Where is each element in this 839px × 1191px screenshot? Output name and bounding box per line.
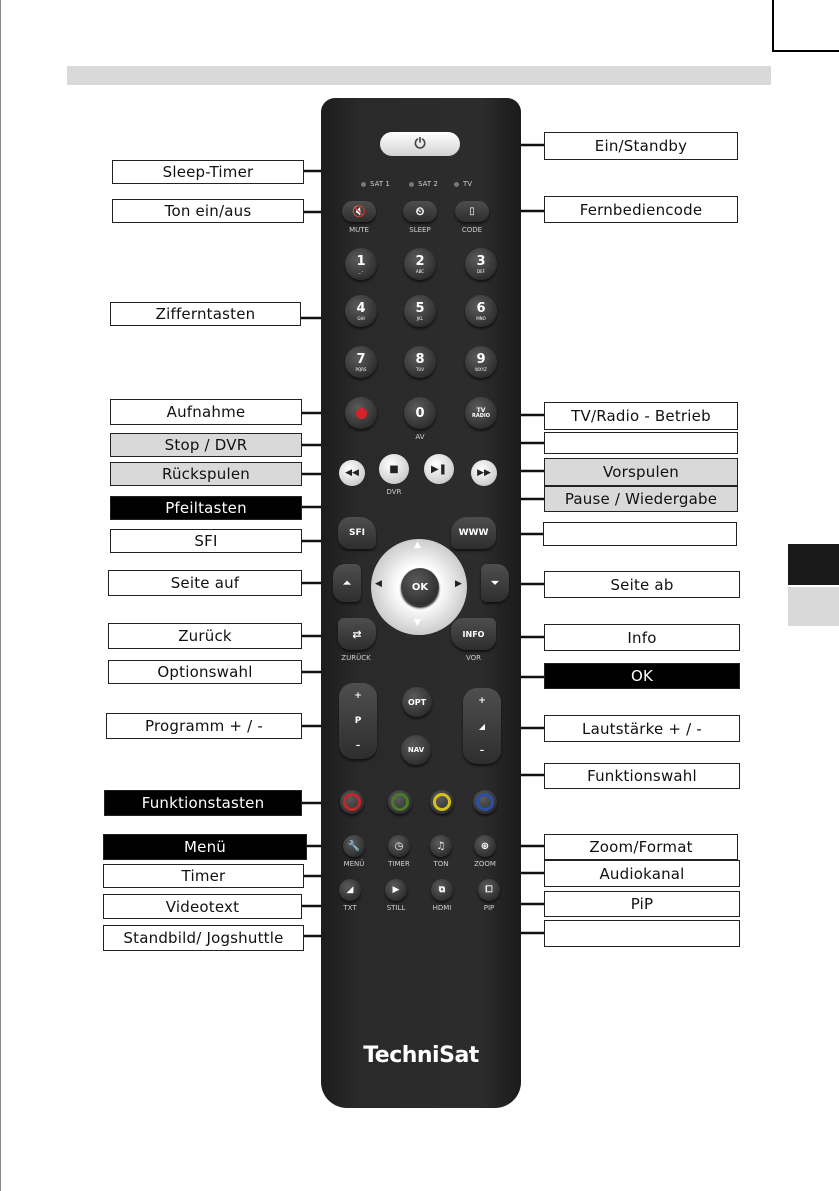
digit-6-button[interactable] [465, 295, 497, 327]
ok-label: OK [411, 581, 429, 593]
label-vorspulen: Vorspulen [544, 458, 738, 486]
digit-7-button[interactable] [345, 346, 377, 378]
page-down-button[interactable]: ⏷ [481, 564, 509, 602]
label-zoom-format: Zoom/Format [544, 834, 738, 860]
remote-control [321, 98, 521, 1108]
arrow-up-icon[interactable]: ▲ [414, 540, 421, 550]
sfi-label: SFI [349, 528, 365, 538]
header-bar [67, 66, 771, 85]
crop-mark [772, 0, 774, 52]
zoom-button[interactable]: ⊕ [474, 835, 496, 857]
label-videotext: Videotext [103, 894, 302, 919]
digit-sub: PQRS [355, 366, 367, 372]
label-seite-ab: Seite ab [544, 571, 740, 598]
vor-label: VOR [465, 654, 482, 662]
digit-sub: JKL [416, 315, 424, 321]
page-up-button[interactable]: ⏶ [333, 564, 361, 602]
label-www [543, 522, 737, 546]
opt-label: OPT [407, 697, 427, 707]
label-av [544, 432, 738, 454]
green-button[interactable] [388, 790, 412, 814]
av-label: AV [415, 433, 425, 441]
label-menue: Menü [103, 834, 307, 860]
digit-sub: DEF [477, 268, 485, 274]
timer-button[interactable]: ◷ [388, 835, 410, 857]
txt-label: TXT [343, 904, 357, 912]
chapter-tab-active [788, 544, 839, 585]
crop-mark [774, 50, 839, 52]
nav-label: NAV [407, 746, 425, 754]
digit-1-button[interactable] [345, 248, 377, 280]
label-audiokanal: Audiokanal [544, 860, 740, 887]
still-button[interactable]: ▶ [385, 879, 407, 901]
record-dot-icon [356, 408, 367, 419]
back-button[interactable]: ⇄ [338, 618, 376, 650]
label-seite-auf: Seite auf [108, 570, 302, 596]
tv-radio-button[interactable] [465, 397, 497, 429]
hdmi-label: HDMI [432, 904, 452, 912]
www-label: WWW [458, 528, 489, 538]
program-rocker[interactable] [339, 683, 377, 759]
label-ok: OK [544, 663, 740, 689]
label-ton-ein-aus: Ton ein/aus [112, 199, 304, 223]
zoom-label: ZOOM [474, 860, 496, 868]
sfi-button[interactable] [338, 517, 376, 549]
arrow-left-icon[interactable]: ◀ [375, 579, 382, 589]
zurueck-label: ZURÜCK [341, 654, 371, 662]
digit-label: 5 [415, 300, 425, 316]
hdmi-button[interactable]: ⧉ [431, 879, 453, 901]
nav-button[interactable] [401, 735, 431, 765]
yellow-ring [433, 793, 451, 811]
play-pause-button[interactable]: ▶❚ [424, 454, 454, 484]
mute-button[interactable]: 🔇 [342, 201, 376, 222]
digit-4-button[interactable] [345, 295, 377, 327]
crop-mark [0, 0, 1, 1191]
digit-label: 4 [356, 300, 366, 316]
label-sfi: SFI [110, 529, 302, 553]
code-label: CODE [461, 226, 483, 234]
blue-ring [476, 793, 494, 811]
label-stop-dvr: Stop / DVR [110, 433, 302, 457]
label-programm: Programm + / - [106, 713, 302, 739]
program-minus[interactable]: – [355, 741, 361, 751]
radio-label: RADIO [472, 412, 490, 419]
ton-button[interactable]: ♫ [430, 835, 452, 857]
brand-logo: TechniSat [363, 1043, 479, 1068]
label-pfeiltasten: Pfeiltasten [110, 496, 302, 520]
label-optionswahl: Optionswahl [108, 660, 302, 684]
label-timer: Timer [103, 864, 304, 888]
pip-button[interactable]: ⧠ [478, 879, 500, 901]
yellow-button[interactable] [430, 790, 454, 814]
program-plus[interactable]: + [354, 691, 362, 701]
label-lautstaerke: Lautstärke + / - [544, 715, 740, 742]
digit-sub: GHI [357, 315, 365, 321]
label-funktionstasten: Funktionstasten [104, 790, 302, 816]
dvr-label: DVR [386, 488, 402, 496]
menu-label: MENÜ [343, 860, 365, 868]
rewind-button[interactable]: ◀◀ [339, 460, 365, 486]
label-rueckspulen: Rückspulen [110, 462, 302, 486]
power-button[interactable]: ⏻ [380, 132, 460, 156]
digit-sub: TUV [415, 366, 425, 372]
chapter-tab [788, 587, 839, 626]
label-zifferntasten: Zifferntasten [110, 302, 301, 326]
ok-button[interactable] [401, 568, 439, 606]
digit-2-button[interactable] [404, 248, 436, 280]
label-pip: PiP [544, 891, 740, 917]
green-ring [391, 793, 409, 811]
record-button[interactable] [345, 397, 377, 429]
digit-label: 0 [415, 405, 425, 421]
info-button[interactable] [451, 618, 496, 650]
pip-label: PIP [483, 904, 495, 912]
arrow-down-icon[interactable]: ▼ [414, 618, 421, 628]
label-aufnahme: Aufnahme [110, 399, 302, 425]
led-tv: TV [454, 180, 472, 188]
label-pause-wiedergabe: Pause / Wiedergabe [544, 486, 738, 512]
info-label: INFO [462, 629, 485, 639]
stop-button[interactable]: ■ [379, 454, 409, 484]
led-sat1: SAT 1 [361, 180, 390, 188]
arrow-right-icon[interactable]: ▶ [455, 579, 462, 589]
volume-plus[interactable]: + [478, 696, 486, 706]
digit-0-button[interactable] [404, 397, 436, 429]
label-zurueck: Zurück [108, 623, 302, 649]
digit-9-button[interactable] [465, 346, 497, 378]
label-tv-radio-betrieb: TV/Radio - Betrieb [544, 402, 738, 430]
fast-forward-button[interactable]: ▶▶ [471, 460, 497, 486]
digit-label: 6 [476, 300, 486, 316]
digit-sub: WXYZ [475, 366, 487, 372]
volume-rocker[interactable] [463, 688, 501, 764]
www-button[interactable] [451, 517, 496, 549]
timer-label: TIMER [388, 860, 410, 868]
digit-label: 2 [415, 253, 425, 269]
label-hdmi [544, 920, 740, 947]
label-info: Info [544, 624, 740, 651]
tv-label: TV [476, 406, 486, 414]
label-sleep-timer: Sleep-Timer [112, 160, 304, 184]
digit-sub: MNO [476, 315, 486, 321]
blue-button[interactable] [473, 790, 497, 814]
digit-3-button[interactable] [465, 248, 497, 280]
still-label: STILL [386, 904, 406, 912]
label-fernbediencode: Fernbediencode [544, 196, 738, 223]
program-p-label: P [354, 716, 362, 726]
label-funktionswahl: Funktionswahl [544, 763, 740, 789]
mute-label: MUTE [349, 226, 369, 234]
sleep-button[interactable]: ⏲ [403, 201, 437, 222]
red-button[interactable] [340, 790, 364, 814]
digit-8-button[interactable] [404, 346, 436, 378]
label-ein-standby: Ein/Standby [544, 132, 738, 160]
digit-label: 8 [415, 351, 425, 367]
red-ring [343, 793, 361, 811]
digit-5-button[interactable] [404, 295, 436, 327]
led-sat2: SAT 2 [409, 180, 438, 188]
sleep-label: SLEEP [409, 226, 431, 234]
digit-label: 3 [476, 253, 486, 269]
digit-label: 7 [356, 351, 366, 367]
digit-sub: ABC [415, 268, 425, 274]
txt-button[interactable]: ◢ [339, 879, 361, 901]
volume-minus[interactable]: – [479, 746, 485, 756]
menu-button[interactable]: 🔧 [343, 835, 365, 857]
ton-label: TON [433, 860, 449, 868]
digit-label: 1 [356, 253, 366, 269]
code-button[interactable]: ▯ [455, 201, 489, 222]
label-standbild: Standbild/ Jogshuttle [103, 925, 304, 951]
opt-button[interactable] [402, 687, 432, 717]
digit-sub: _ - [358, 268, 364, 274]
volume-icon: ◢ [478, 721, 486, 731]
digit-label: 9 [476, 351, 486, 367]
